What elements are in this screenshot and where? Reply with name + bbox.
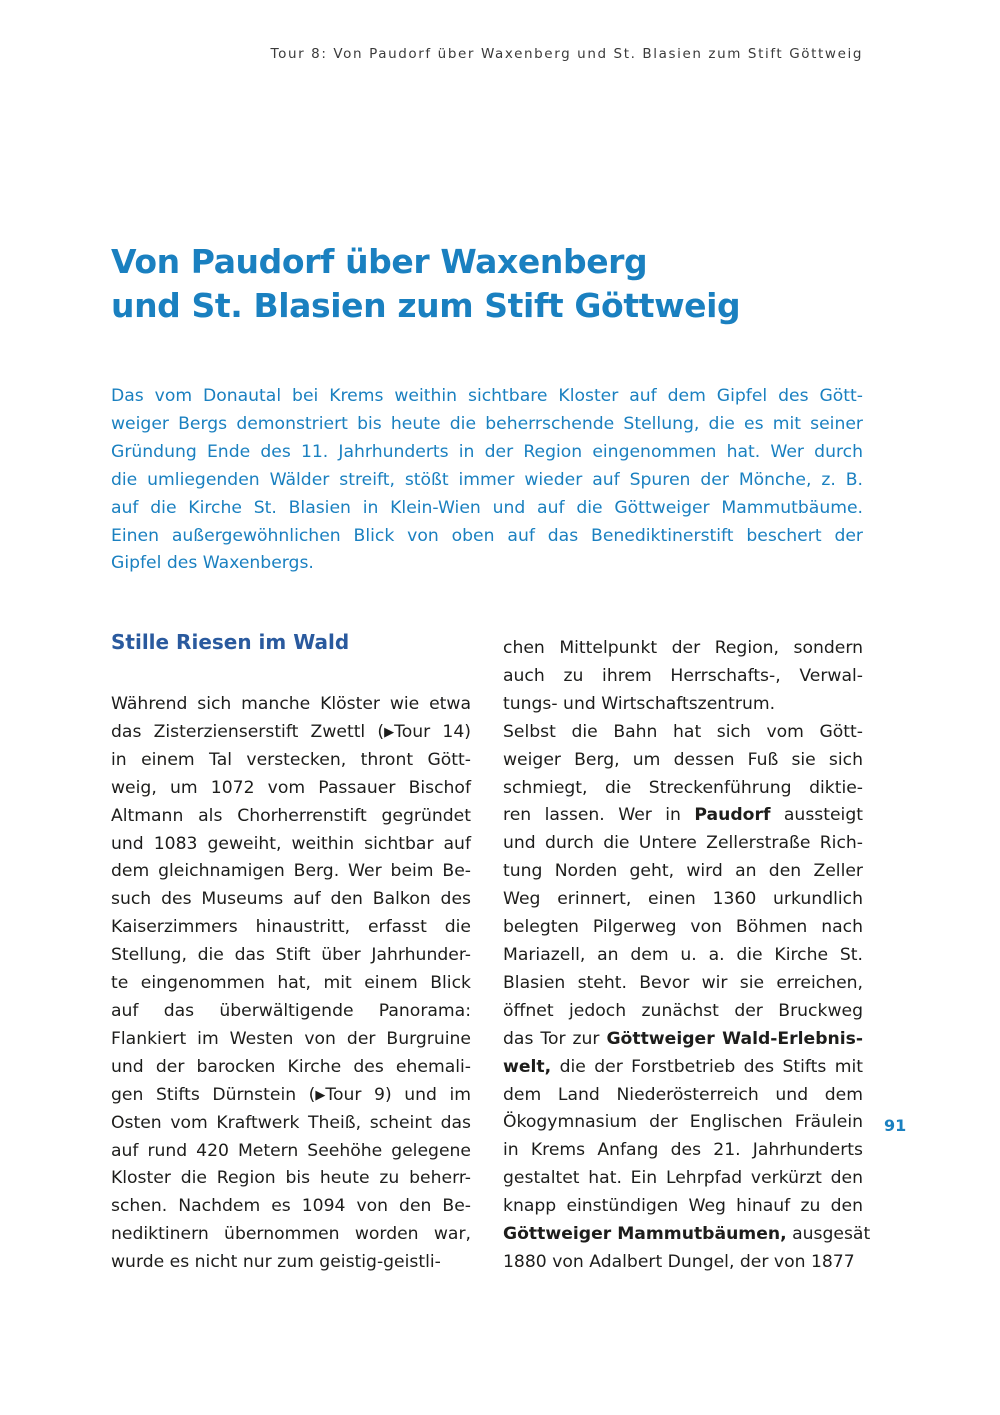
place-name: Göttweiger Mammutbäumen, [503,1224,787,1245]
body-line: weig, um 1072 vom Passauer Bischof [111,777,471,798]
page-title [111,240,871,328]
intro-line: weiger Bergs demonstriert bis heute die beherrschende Stellung, die es mit seiner [111,413,863,434]
body-line: und 1083 geweiht, weithin sichtbar auf [111,833,471,854]
body-line: tungs- und Wirtschaftszentrum. [503,693,776,714]
body-line: in einem Tal verstecken, thront Gött- [111,749,471,770]
body-line [503,1221,871,1249]
title-line: und St. Blasien zum Stift Göttweig [111,286,741,325]
place-name: Göttweiger Wald-Erlebnis- [606,1028,863,1049]
body-line [503,1026,863,1054]
body-line: Flankiert im Westen von der Burgruine [111,1028,471,1049]
section-heading: Stille Riesen im Wald [111,630,350,654]
body-line: wurde es nicht nur zum geistig-geistli- [111,1252,441,1273]
intro-line: auf die Kirche St. Blasien in Klein-Wien und auf die Göttweiger Mammutbäume. [111,497,863,518]
place-name: welt, [503,1056,552,1077]
body-line: und der barocken Kirche des ehemali- [111,1056,471,1077]
arrow-right-icon: ▶ [315,1087,326,1103]
body-line: dem Land Niederösterreich und dem [503,1084,863,1105]
body-line: auf das überwältigende Panorama: [111,1000,471,1021]
body-line: Kaiserzimmers hinaustritt, erfasst die [111,917,471,938]
tour-reference-link[interactable]: Tour 14) [394,721,471,742]
body-line: belegten Pilgerweg von Böhmen nach [503,917,863,938]
body-line: Selbst die Bahn hat sich vom Gött- [503,721,863,742]
body-line [503,1054,863,1082]
body-line: knapp einstündigen Weg hinauf zu den [503,1196,863,1217]
body-line: Kloster die Region bis heute zu beherr- [111,1168,471,1189]
body-line: nediktinern übernommen worden war, [111,1224,471,1245]
body-line: tung Norden geht, wird an den Zeller [503,861,863,882]
body-line: schmiegt, die Streckenführung diktie- [503,777,863,798]
body-line: weiger Berg, um dessen Fuß sie sich [503,749,863,770]
body-line: chen Mittelpunkt der Region, sondern [503,638,863,658]
body-line: 1880 von Adalbert Dungel, der von 1877 [503,1251,855,1272]
intro-line: Einen außergewöhnlichen Blick von oben auf das Benediktinerstift beschert der [111,525,863,546]
body-column-left [111,691,471,1277]
body-line: te eingenommen hat, mit einem Blick [111,973,471,994]
body-line: Weg erinnert, einen 1360 urkundlich [503,889,863,910]
intro-line: Gründung Ende des 11. Jahrhunderts in der Region eingenommen hat. Wer durch [111,441,863,462]
intro-line: Gipfel des Waxenbergs. [111,553,314,574]
tour-reference-link[interactable]: Tour 9) und im [325,1084,472,1105]
intro-paragraph [111,383,863,578]
body-text: gen Stifts Dürnstein ( [111,1084,316,1105]
body-line [503,802,863,830]
body-line [111,719,471,747]
body-line: auf rund 420 Metern Seehöhe gelegene [111,1140,471,1161]
body-line: dem gleichnamigen Berg. Wer beim Be- [111,861,471,882]
page-number: 91 [884,1116,907,1135]
body-line: Osten vom Kraftwerk Theiß, scheint das [111,1112,471,1133]
body-text: das Tor zur [503,1028,607,1049]
body-line: Mariazell, an dem u. a. die Kirche St. [503,944,863,965]
body-line [111,1082,471,1110]
body-line: auch zu ihrem Herrschafts-, Verwal- [503,665,863,686]
body-line: Blasien steht. Bevor wir sie erreichen, [503,972,863,993]
body-line: öffnet jedoch zunächst der Bruckweg [503,1000,863,1021]
arrow-right-icon: ▶ [384,724,395,740]
place-name: Paudorf [694,805,771,826]
body-text: ren lassen. Wer in [503,805,695,826]
intro-line: die umliegenden Wälder streift, stößt immer wieder auf Spuren der Mönche, z. B. [111,469,863,490]
body-line: und durch die Untere Zellerstraße Rich- [503,833,863,854]
body-line: Ökogymnasium der Englischen Fräulein [503,1112,863,1133]
body-text: das Zisterzienserstift Zwettl ( [111,721,385,742]
body-column-right [503,635,871,1277]
body-line: Stellung, die das Stift über Jahrhunder- [111,945,471,966]
intro-line: Das vom Donautal bei Krems weithin sichtbare Kloster auf dem Gipfel des Gött- [111,386,863,406]
running-header: Tour 8: Von Paudorf über Waxenberg und St. Blasien zum Stift Göttweig [270,46,863,62]
body-line: Während sich manche Klöster wie etwa [111,694,471,714]
body-line: schen. Nachdem es 1094 von den Be- [111,1196,471,1217]
body-text: ausgesät [786,1224,871,1245]
body-text: aussteigt [770,805,863,826]
title-line: Von Paudorf über Waxenberg [111,242,648,281]
body-text: die der Forstbetrieb des Stifts mit [551,1056,863,1077]
body-line: in Krems Anfang des 21. Jahrhunderts [503,1140,863,1161]
body-line: gestaltet hat. Ein Lehrpfad verkürzt den [503,1168,863,1189]
body-line: such des Museums auf den Balkon des [111,889,471,910]
body-line: Altmann als Chorherrenstift gegründet [111,805,471,826]
